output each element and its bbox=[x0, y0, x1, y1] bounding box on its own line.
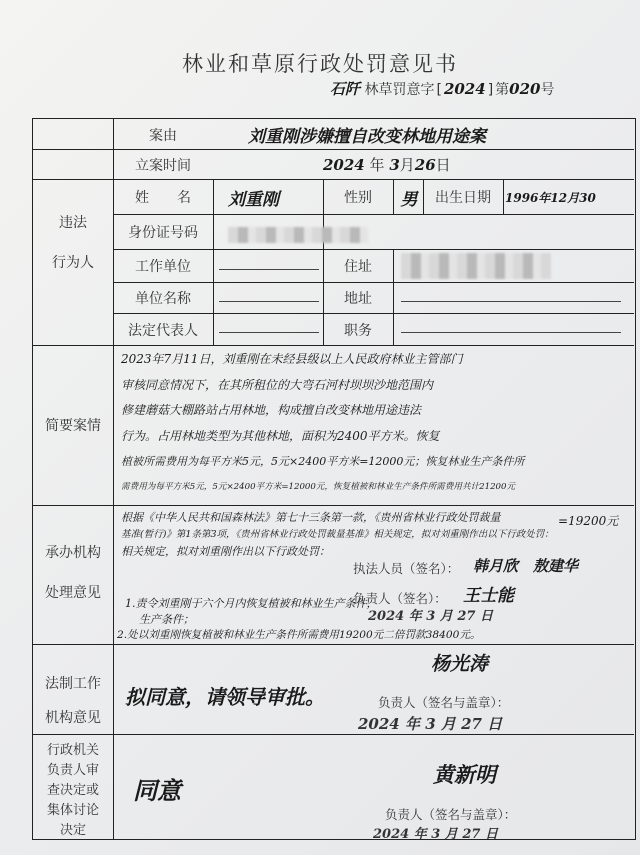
name-label: 姓 名 bbox=[135, 190, 191, 206]
form-table bbox=[32, 118, 636, 840]
handling-item-1-cont: 生产条件； bbox=[139, 613, 194, 626]
gender-value: 男 bbox=[400, 189, 418, 210]
doc-number-suffix: 第 bbox=[495, 82, 510, 98]
summary-line: 2023年7月11日，刘重刚在未经县级以上人民政府林业主管部门 bbox=[121, 352, 463, 366]
exec-label-1: 行政机关 bbox=[46, 742, 99, 758]
position-label: 职务 bbox=[344, 322, 372, 339]
exec-officer-signature: 韩月欣 敖建华 bbox=[473, 557, 579, 575]
address-redacted bbox=[401, 253, 551, 279]
filing-time-label: 立案时间 bbox=[135, 157, 191, 174]
birthdate-value: 1996年12月30 bbox=[505, 190, 596, 205]
gender-label: 性别 bbox=[344, 190, 372, 206]
birthdate-label: 出生日期 bbox=[435, 190, 491, 206]
handling-line: 根据《中华人民共和国森林法》第七十三条第一款，《贵州省林业行政处罚裁量 bbox=[121, 511, 501, 524]
doc-number-num: 020 bbox=[509, 80, 541, 98]
id-label: 身份证号码 bbox=[128, 225, 198, 241]
workplace-label: 工作单位 bbox=[135, 259, 191, 275]
exec-date: 2024 年 3 月 27 日 bbox=[373, 827, 498, 842]
legal-date: 2024 年 3 月 27 日 bbox=[358, 715, 503, 733]
filing-month-unit: 月 bbox=[399, 156, 415, 174]
document-number: 石阡 林草罚意字 [ 2024 ] 第020号 bbox=[330, 80, 555, 98]
summary-line: 植被所需费用为每平方米5元，5元×2400平方米=12000元；恢复林业生产条件所 bbox=[121, 455, 525, 468]
offender-label-2: 行为人 bbox=[52, 255, 94, 271]
doc-number-unit: 号 bbox=[540, 82, 555, 98]
legal-rep-label: 法定代表人 bbox=[128, 322, 198, 339]
handling-resp-label: 负责人（签名）： bbox=[353, 591, 447, 606]
summary-line: 行为。占用林地类型为其他林地，面积为2400平方米。恢复 bbox=[121, 428, 440, 443]
exec-sign-label: 负责人（签名与盖章）： bbox=[385, 807, 517, 822]
doc-number-label: 林草罚意字 bbox=[364, 82, 435, 98]
legal-label-1: 法制工作 bbox=[45, 676, 101, 692]
handling-line: 相关规定，拟对刘重刚作出以下行政处罚： bbox=[121, 545, 330, 558]
doc-number-year: 2024 bbox=[443, 80, 486, 98]
legal-opinion: 拟同意，请领导审批。 bbox=[125, 685, 325, 709]
summary-line: 需费用为每平方米5元，5元×2400平方米=12000元，恢复植被和林业生产条件所需费用共计21200元 bbox=[121, 481, 516, 492]
exec-officer-label: 执法人员（签名）： bbox=[353, 561, 460, 576]
summary-label: 简要案情 bbox=[45, 418, 101, 434]
org-name-label: 单位名称 bbox=[135, 291, 191, 307]
filing-year-unit: 年 bbox=[369, 156, 385, 174]
doc-number-prefix: 石阡 bbox=[330, 80, 361, 98]
filing-day: 26 bbox=[414, 155, 436, 174]
exec-label-3: 查决定或 bbox=[46, 782, 99, 798]
id-redacted bbox=[228, 227, 368, 243]
legal-sign-label: 负责人（签名与盖章）： bbox=[378, 695, 510, 710]
exec-opinion: 同意 bbox=[133, 776, 181, 805]
handling-label-2: 处理意见 bbox=[45, 585, 101, 601]
page-title: 林业和草原行政处罚意见书 bbox=[182, 52, 458, 76]
filing-day-unit: 日 bbox=[435, 156, 451, 174]
exec-label-2: 负责人审 bbox=[46, 762, 99, 778]
legal-label-2: 机构意见 bbox=[45, 710, 101, 726]
exec-signature: 黄新明 bbox=[433, 762, 496, 787]
handling-resp-signature: 王士能 bbox=[463, 586, 514, 606]
summary-line: 修建蘑菇大棚路站占用林地，构成擅自改变林地用途违法 bbox=[121, 403, 422, 417]
handling-label-1: 承办机构 bbox=[45, 545, 101, 561]
exec-label-5: 决定 bbox=[59, 822, 86, 838]
summary-text bbox=[121, 347, 631, 503]
handling-date: 2024 年 3 月 27 日 bbox=[368, 609, 493, 624]
address-label: 住址 bbox=[344, 259, 372, 275]
summary-line: 审核同意情况下，在其所租位的大弯石河村坝坝沙地范围内 bbox=[121, 377, 434, 392]
handling-text bbox=[121, 509, 633, 560]
legal-signature: 杨光涛 bbox=[431, 653, 489, 675]
offender-label-1: 违法 bbox=[59, 215, 87, 231]
exec-label-4: 集体讨论 bbox=[46, 802, 99, 818]
case-label: 案由 bbox=[149, 128, 177, 144]
handling-item-2: 2.处以刘重刚恢复植被和林业生产条件所需费用19200元二倍罚款38400元。 bbox=[117, 629, 481, 641]
handling-line: 基准(暂行)》第1条第3项，《贵州省林业行政处罚裁量基准》相关规定，拟对刘重刚作出以下行政处罚： bbox=[121, 529, 554, 540]
handling-fee: =19200元 bbox=[558, 514, 619, 528]
filing-month: 3 bbox=[389, 155, 400, 174]
name-value: 刘重刚 bbox=[228, 189, 279, 210]
handling-item-1: 1.责令刘重刚于六个月内恢复植被和林业生产条件， bbox=[125, 597, 378, 610]
case-value: 刘重刚涉嫌擅自改变林地用途案 bbox=[248, 126, 486, 147]
filing-time-value bbox=[323, 150, 623, 179]
org-address-label: 地址 bbox=[344, 291, 372, 307]
filing-year: 2024 bbox=[323, 155, 365, 174]
